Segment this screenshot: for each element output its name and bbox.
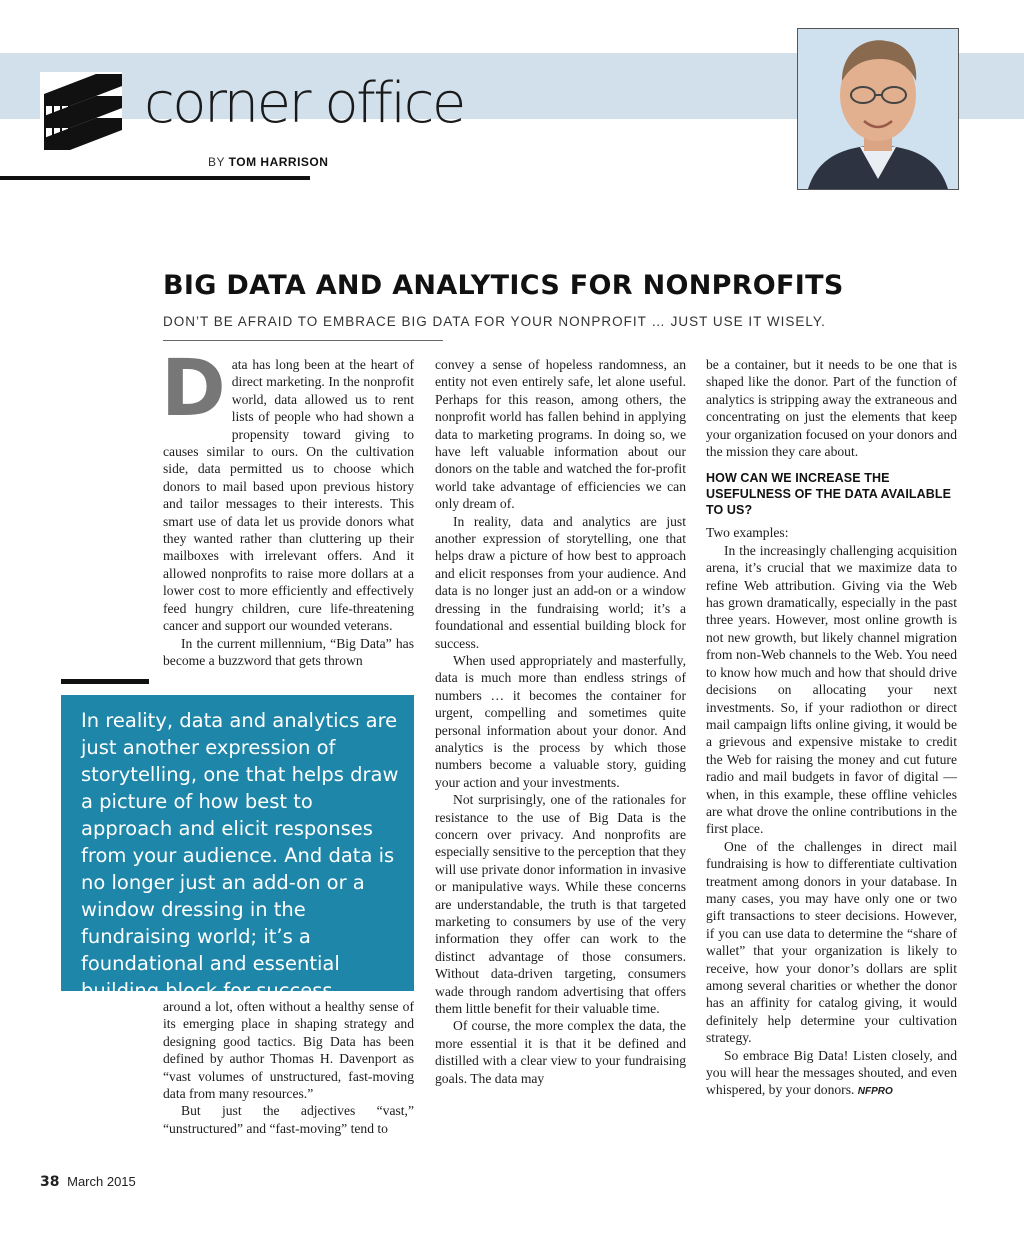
- paragraph: When used appropriately and masterfully, data is much more than endless strings of numbers … it becomes the container for urgent, compelling and sometimes quite personal information about your donor. And analytics is the process by which those numbers become a valuable story, guiding your action and your investments.: [435, 652, 686, 790]
- paragraph: convey a sense of hopeless randomness, an entity not even entirely safe, let alone useful. Perhaps for this reason, among others, the nonprofit world has fallen behind in applying data to marketing programs. In doing so, we have left valuable information about our donors on the table and watched the for-profit world take advantage of efficiencies we can only dream of.: [435, 357, 686, 512]
- paragraph: [161, 344, 414, 635]
- paragraph-text: ata has long been at the heart of direct marketing. In the nonprofit world, data allowed us to rent lists of people who had shown a propensity toward giving to causes similar to ours. On the cultivation side, data permitted us to choose which donors to mail based upon previous history and tailor messages to their interests. This smart use of data let us provide donors what they wanted rather than cluttering up their mailboxes with irrelevant offers. And it allowed nonprofits to raise more dollars at a lower cost to more efficiently and effectively feed hungry children, cure life-threatening cancer and support our wounded veterans.: [163, 357, 414, 634]
- column-1-bottom: [163, 998, 414, 1137]
- column-1-top: [161, 344, 414, 669]
- folio: [40, 1174, 136, 1190]
- paragraph: But just the adjectives “vast,” “unstructured” and “fast-moving” tend to: [163, 1103, 414, 1136]
- paragraph: One of the challenges in direct mail fundraising is how to differentiate cultivation treatment among donors in your database. In many cases, you may have only one or two gift transactions to steer decisions. However, if you can use data to determine the “share of wallet” that your organization is likely to receive, how your donor’s dollars are split among several charities or whether the donor has an affinity for catalog giving, it would definitely help determine your cultivation strategy.: [706, 838, 957, 1046]
- byline-author: TOM HARRISON: [228, 155, 329, 169]
- header-rule: [0, 176, 310, 180]
- paragraph: be a container, but it needs to be one that is shaped like the donor. Part of the function of analytics is stripping away the extraneous and concentrating on just the elements that keep your organization focused on your donors and the mission they care about.: [706, 357, 957, 460]
- paragraph: [706, 1047, 957, 1101]
- subhead: DON’T BE AFRAID TO EMBRACE BIG DATA FOR YOUR NONPROFIT … JUST USE IT WISELY.: [163, 314, 826, 329]
- section-title: corner office: [144, 71, 464, 136]
- paragraph: In the increasingly challenging acquisition arena, it’s crucial that we maximize data to refine Web attribution. Giving via the Web has grown dramatically, especially in the past three years. However, most online growth is not new growth, but likely channel migration from non-Web channels to the Web. You need to know how much and how that should drive decisions on allocating your next investments. So, if your radiothon or direct mail campaign lifts online giving, it would be a grievous and expensive mistake to credit the Web for raising the money and cut future radio and mail budgets in favor of digital — when, in this example, these offline vehicles are what drove the online contributions in the first place.: [706, 542, 957, 837]
- pull-quote-text: In reality, data and analytics are just another expression of storytelling, one that helps draw a picture of how best to approach and elicit responses from your audience. And data is no longer just an add-on or a window dressing in the fundraising world; it’s a foundational and essential building block for success.: [81, 709, 399, 1002]
- drop-cap: D: [161, 344, 226, 434]
- paragraph: around a lot, often without a healthy sense of its emerging place in shaping strategy and designing good tactics. Big Data has been defined by author Thomas H. Davenport as “vast volumes of unstructured, fast-moving data from many resources.”: [163, 999, 414, 1102]
- page-number: 38: [40, 1174, 60, 1190]
- paragraph: In the current millennium, “Big Data” has become a buzzword that gets thrown: [163, 635, 414, 668]
- subhead-rule: [163, 340, 443, 341]
- headline: BIG DATA AND ANALYTICS FOR NONPROFITS: [163, 270, 844, 301]
- author-photo: [797, 28, 959, 190]
- issue-date: March 2015: [67, 1174, 136, 1189]
- pull-quote: [61, 695, 414, 1002]
- subheading: HOW CAN WE INCREASE THE USEFULNESS OF THE DATA AVAILABLE TO US?: [706, 471, 952, 518]
- end-mark: NFPRO: [857, 1086, 893, 1098]
- column-2: [435, 356, 686, 1087]
- paragraph: Of course, the more complex the data, the more essential it is that it be defined and distilled with a clear view to your fundraising goals. The data may: [435, 1018, 686, 1086]
- building-icon: [40, 72, 122, 152]
- pull-quote-rule: [61, 679, 149, 684]
- paragraph: Not surprisingly, one of the rationales for resistance to the use of Big Data is the concern over privacy. And nonprofits are especially sensitive to the perception that they will use private donor information in invasive or manipulative ways. While these concerns are understandable, the truth is that targeted marketing to consumers by use of the very information they offer can work to the distinct advantage of those consumers. Without data-driven targeting, consumers wade through random advertising that offers them little benefit for their valuable time.: [435, 792, 686, 1017]
- column-3: [706, 356, 957, 1101]
- paragraph: Two examples:: [706, 525, 789, 541]
- byline: [208, 155, 328, 169]
- paragraph: In reality, data and analytics are just another expression of storytelling, one that helps draw a picture of how best to approach and elicit responses from your audience. And data is no longer just an add-on or a window dressing in the fundraising world; it’s a foundational and essential building block for success.: [435, 513, 686, 651]
- byline-prefix: BY: [208, 155, 225, 169]
- paragraph-text: So embrace Big Data! Listen closely, and you will hear the messages shouted, and even whispered, by your donors.: [706, 1047, 957, 1098]
